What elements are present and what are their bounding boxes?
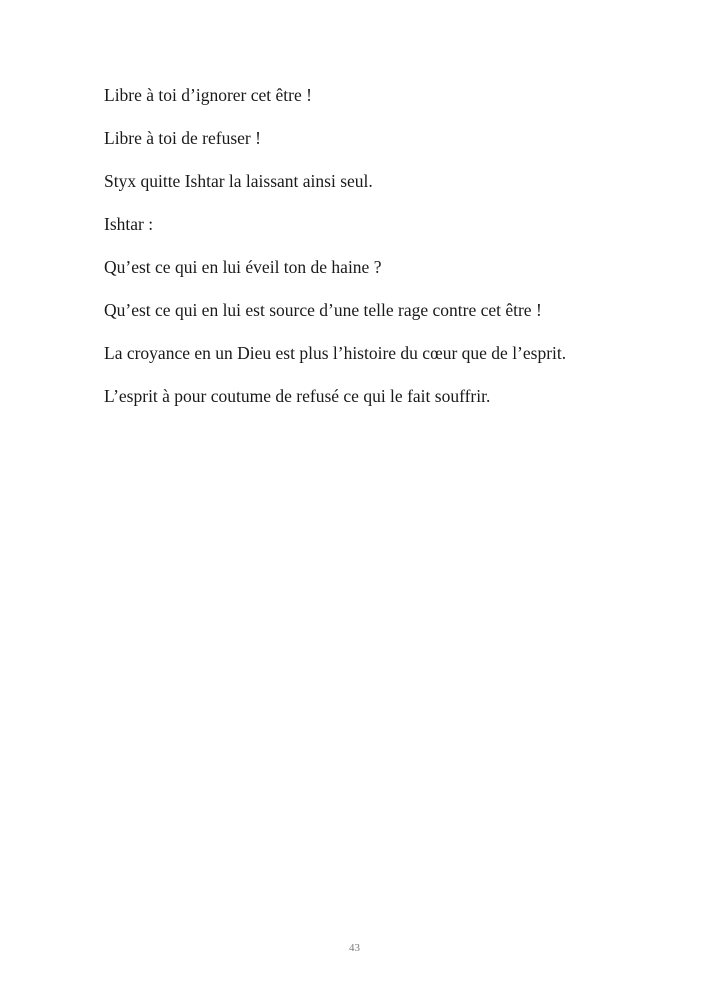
speaker-label: Ishtar : xyxy=(104,214,154,234)
paragraph: Qu’est ce qui en lui est source d’une telle rage contre cet être ! xyxy=(104,300,542,320)
text-body xyxy=(104,82,605,426)
paragraph: La croyance en un Dieu est plus l’histoire du cœur que de l’esprit. xyxy=(104,343,567,363)
paragraph: Qu’est ce qui en lui éveil ton de haine ? xyxy=(104,257,382,277)
paragraph: Libre à toi d’ignorer cet être ! xyxy=(104,85,312,105)
paragraph: Styx quitte Ishtar la laissant ainsi seul. xyxy=(104,171,373,191)
page-number: 43 xyxy=(349,942,360,954)
paragraph: L’esprit à pour coutume de refusé ce qui le fait souffrir. xyxy=(104,386,491,406)
paragraph: Libre à toi de refuser ! xyxy=(104,128,261,148)
